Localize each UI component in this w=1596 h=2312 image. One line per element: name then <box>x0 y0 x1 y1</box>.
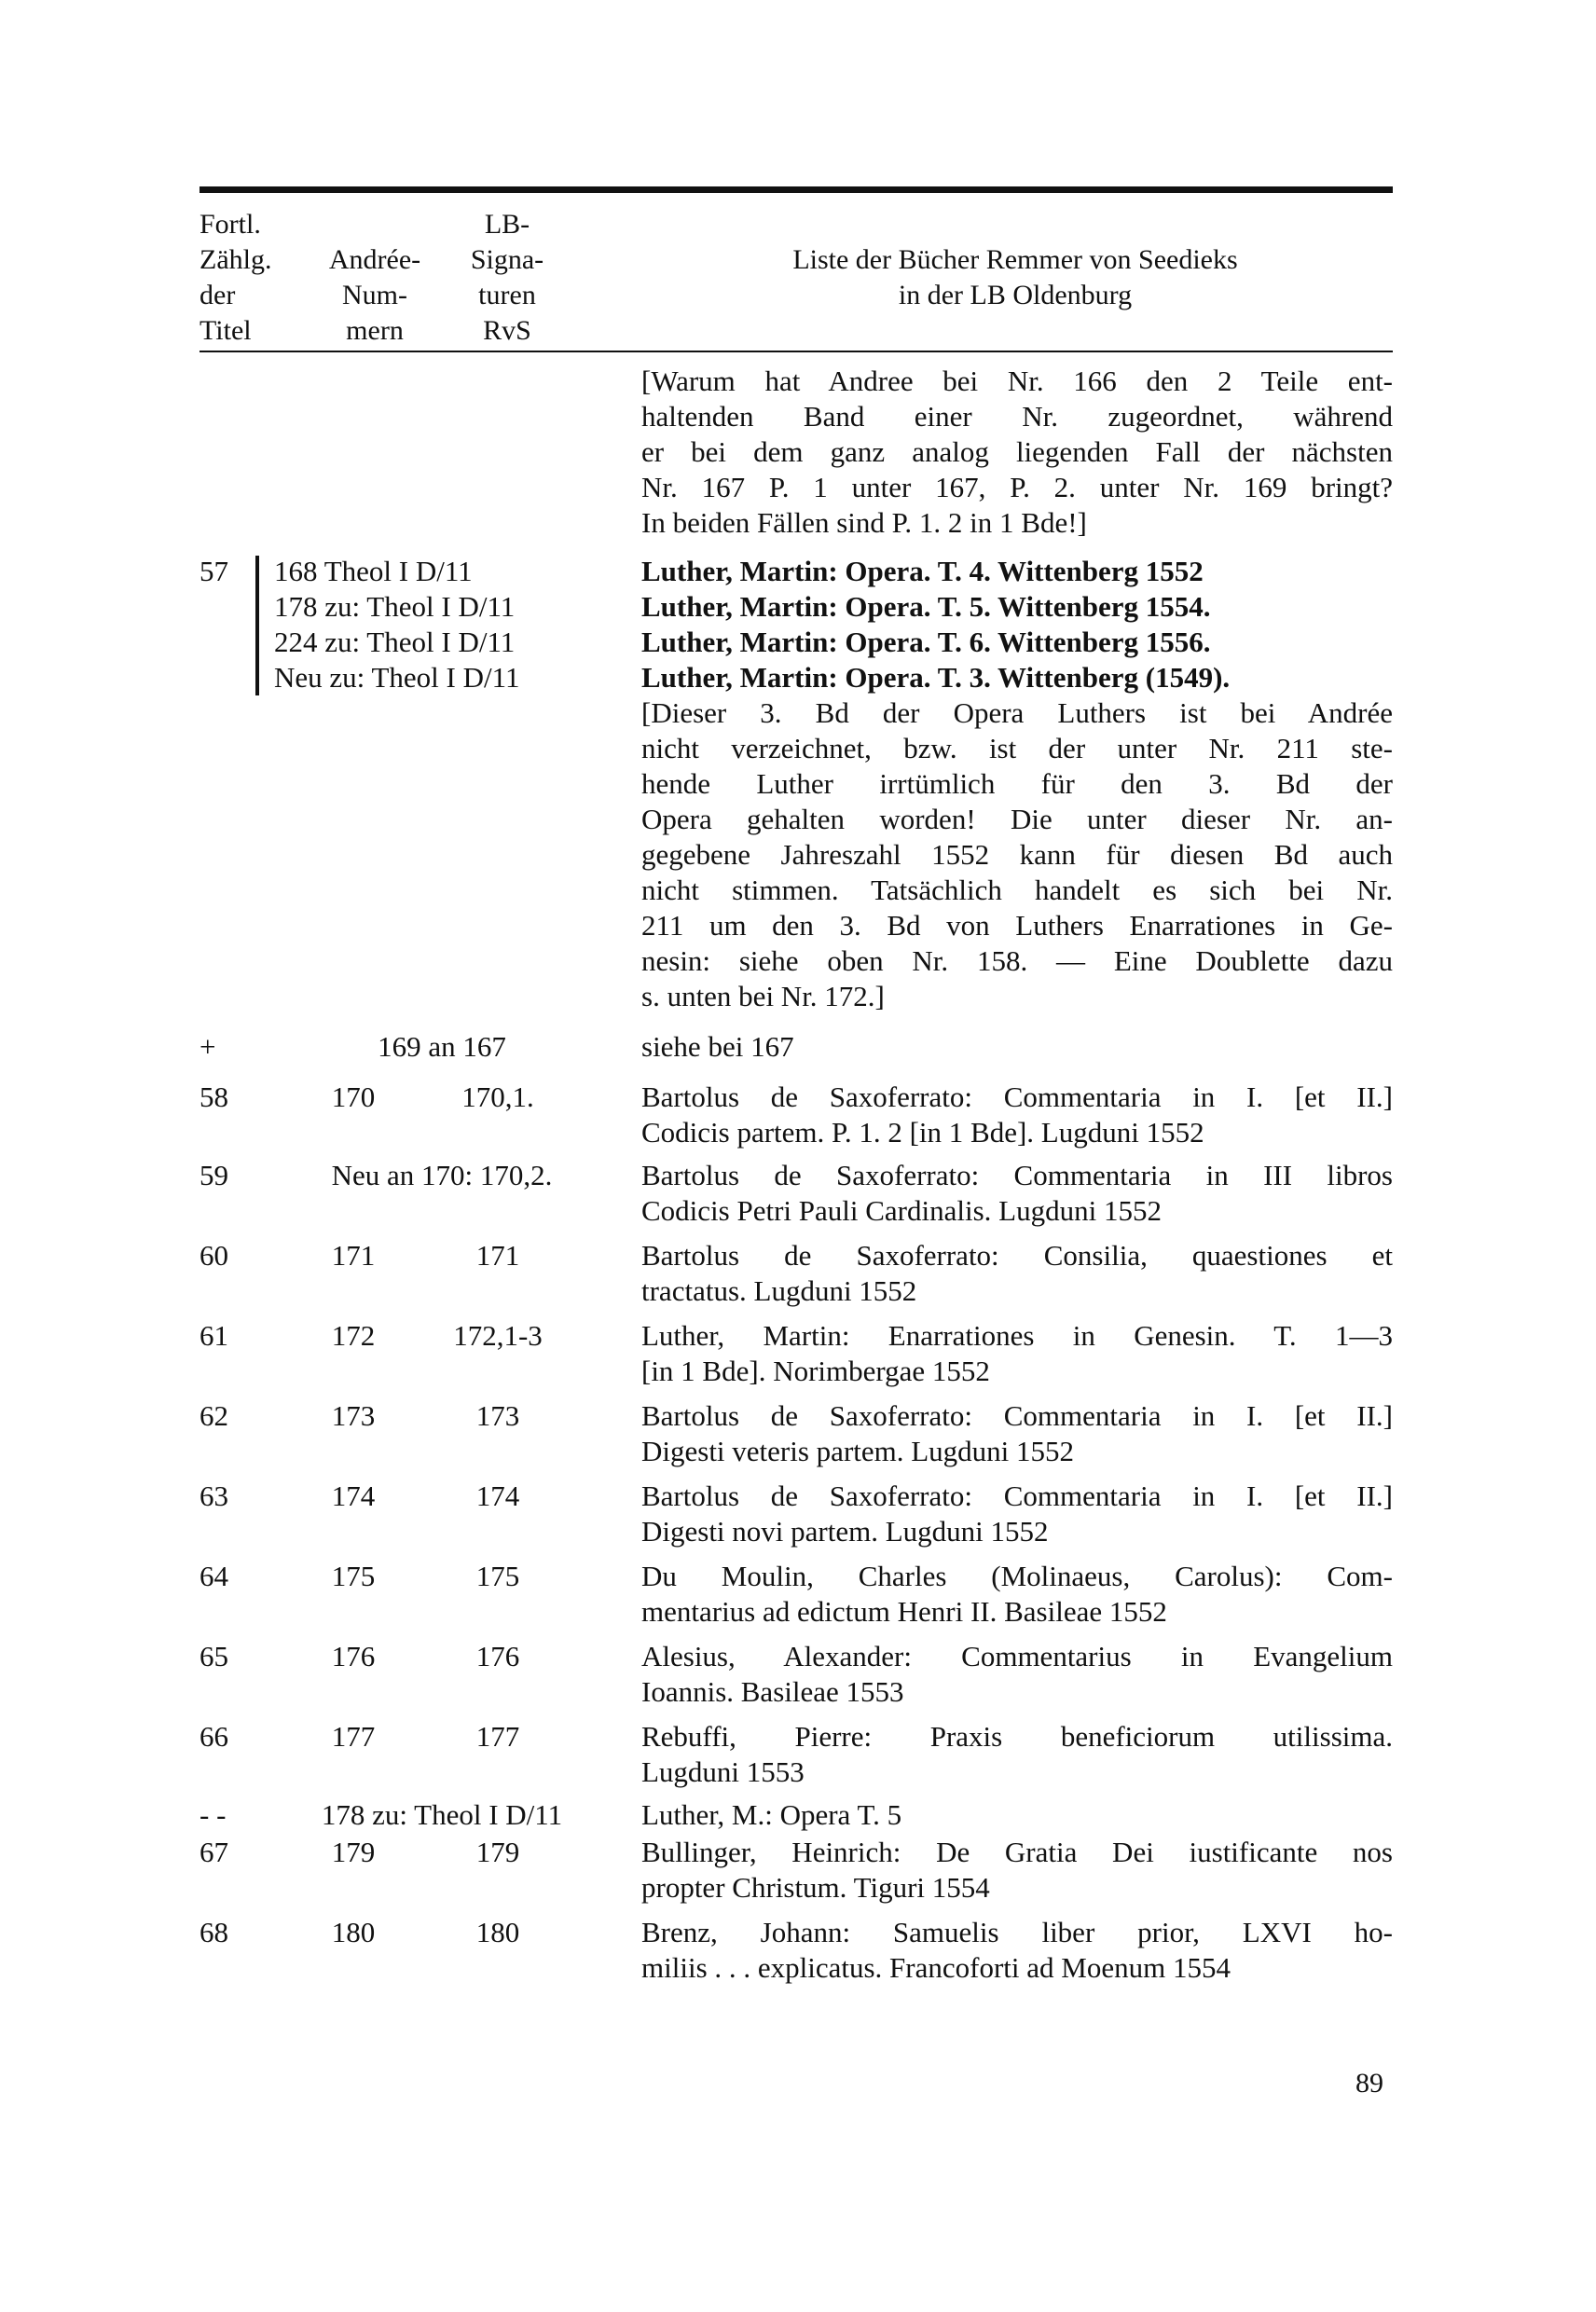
lb-signature: 170,1. <box>461 1080 534 1113</box>
header-text: in der LB Oldenburg <box>898 280 1133 310</box>
lb-signature: 172,1-3 <box>453 1319 543 1352</box>
header-text: Signa- <box>470 244 544 275</box>
bracket-mark <box>255 556 259 695</box>
lb-signature: 171 <box>475 1239 520 1272</box>
top-rule <box>200 186 1393 193</box>
title-line: Bartolus de Saxoferrato: Commentaria in III libros <box>641 1159 1393 1191</box>
signature: 168 Theol I D/11 <box>274 555 473 587</box>
note-line: [Warum hat Andree bei Nr. 166 den 2 Teile ent- <box>641 365 1393 397</box>
note-line: Opera gehalten worden! Die unter dieser Nr. an- <box>641 803 1393 835</box>
lb-signature: 176 <box>475 1640 520 1672</box>
header-text: Andrée- <box>328 244 421 275</box>
title-line: Brenz, Johann: Samuelis liber prior, LXVI ho- <box>641 1916 1393 1948</box>
title-line: propter Christum. Tiguri 1554 <box>641 1871 990 1904</box>
title-line: Luther, Martin: Opera. T. 6. Wittenberg 1556. <box>641 626 1211 658</box>
andree-number: Neu an 170: 170,2. <box>331 1159 553 1191</box>
andree-number: 175 <box>331 1560 376 1592</box>
entry-number: 67 <box>200 1836 228 1868</box>
lb-signature: 174 <box>475 1479 520 1512</box>
intro-note <box>641 364 1393 541</box>
header-text: der <box>200 280 236 310</box>
entry-title <box>641 1835 1393 1906</box>
header-text: Zählg. <box>200 244 272 275</box>
header-col-lb <box>451 207 563 349</box>
header-col-title <box>638 242 1393 313</box>
entry-number: 64 <box>200 1560 228 1592</box>
title-line: Bartolus de Saxoferrato: Commentaria in I. [et II.] <box>641 1399 1393 1432</box>
andree-number: 172 <box>331 1319 376 1352</box>
note-line: nesin: siehe oben Nr. 158. — Eine Doublette dazu <box>641 944 1393 977</box>
header-rule <box>200 351 1393 352</box>
title-line: Alesius, Alexander: Commentarius in Evangelium <box>641 1640 1393 1672</box>
title-line: Luther, Martin: Opera. T. 5. Wittenberg 1554. <box>641 590 1211 623</box>
note-line: nicht stimmen. Tatsächlich handelt es sich bei Nr. <box>641 874 1393 906</box>
andree-number: 174 <box>331 1479 376 1512</box>
title-line: Luther, Martin: Enarrationes in Genesin. T. 1—3 <box>641 1319 1393 1352</box>
header-text: mern <box>346 315 404 346</box>
title-line: mentarius ad edictum Henri II. Basileae 1552 <box>641 1595 1167 1628</box>
entry-title <box>641 1639 1393 1710</box>
header-text: RvS <box>483 315 531 346</box>
entry-number: 59 <box>200 1159 228 1191</box>
lb-signature: 173 <box>475 1399 520 1432</box>
note-line: [Dieser 3. Bd der Opera Luthers ist bei Andrée <box>641 696 1393 729</box>
title-line: Digesti veteris partem. Lugduni 1552 <box>641 1435 1075 1467</box>
title-line: Bartolus de Saxoferrato: Commentaria in I. [et II.] <box>641 1479 1393 1512</box>
lb-signature: 177 <box>475 1720 520 1753</box>
note-line: gegebene Jahreszahl 1552 kann für diesen Bd auch <box>641 838 1393 871</box>
entry-title <box>641 1479 1393 1549</box>
andree-number: 171 <box>331 1239 376 1272</box>
title-line: Luther, Martin: Opera. T. 4. Wittenberg 1552 <box>641 555 1204 587</box>
lb-signature: 175 <box>475 1560 520 1592</box>
entry-title <box>641 1398 1393 1469</box>
title-line: Bartolus de Saxoferrato: Consilia, quaestiones et <box>641 1239 1393 1272</box>
note-line: 211 um den 3. Bd von Luthers Enarrationes in Ge- <box>641 909 1393 942</box>
note-line: Nr. 167 P. 1 unter 167, P. 2. unter Nr. 169 bringt? <box>641 471 1393 503</box>
andree-number: 176 <box>331 1640 376 1672</box>
note-line: er bei dem ganz analog liegenden Fall der nächsten <box>641 435 1393 468</box>
title-line: tractatus. Lugduni 1552 <box>641 1274 917 1307</box>
entry-number: 58 <box>200 1080 228 1113</box>
note-line: haltenden Band einer Nr. zugeordnet, während <box>641 400 1393 433</box>
entry-title <box>641 1559 1393 1630</box>
entry-title <box>641 1719 1393 1790</box>
title-line: Codicis Petri Pauli Cardinalis. Lugduni 1552 <box>641 1194 1162 1227</box>
entry-title <box>641 1080 1393 1150</box>
title-line: [in 1 Bde]. Norimbergae 1552 <box>641 1355 990 1387</box>
title-line: Luther, M.: Opera T. 5 <box>641 1798 902 1831</box>
header-text: LB- <box>484 209 530 240</box>
title-line: Codicis partem. P. 1. 2 [in 1 Bde]. Lugduni 1552 <box>641 1116 1204 1149</box>
entry-title <box>641 1318 1393 1389</box>
entry-title <box>641 1238 1393 1309</box>
entry-number: 66 <box>200 1720 228 1753</box>
andree-number: 170 <box>331 1080 376 1113</box>
entry-number: + <box>200 1030 216 1063</box>
title-line: Luther, Martin: Opera. T. 3. Wittenberg (1549). <box>641 661 1231 694</box>
header-text: Titel <box>200 315 252 346</box>
entry-number: 61 <box>200 1319 228 1352</box>
header-col-andree <box>300 242 449 349</box>
entry-title <box>641 1158 1393 1229</box>
note-line: nicht verzeichnet, bzw. ist der unter Nr. 211 ste- <box>641 732 1393 764</box>
entry-number: 62 <box>200 1399 228 1432</box>
entry-number: - - <box>200 1798 227 1831</box>
andree-number: 177 <box>331 1720 376 1753</box>
entry-titles <box>641 554 1393 1014</box>
entry-number: 65 <box>200 1640 228 1672</box>
lb-signature: 180 <box>475 1916 520 1948</box>
header-text: Fortl. <box>200 209 261 240</box>
entry-title <box>641 1029 1393 1065</box>
header-text: turen <box>478 280 536 310</box>
entry-title <box>641 1797 1393 1833</box>
entry-number: 57 <box>200 555 228 587</box>
entry-number: 60 <box>200 1239 228 1272</box>
header-text: Liste der Bücher Remmer von Seedieks <box>792 244 1238 275</box>
andree-number: 179 <box>331 1836 376 1868</box>
title-line: miliis . . . explicatus. Francoforti ad Moenum 1554 <box>641 1951 1231 1984</box>
title-line: Bullinger, Heinrich: De Gratia Dei iustificante nos <box>641 1836 1393 1868</box>
entry-number: 63 <box>200 1479 228 1512</box>
andree-number: 180 <box>331 1916 376 1948</box>
title-line: Digesti novi partem. Lugduni 1552 <box>641 1515 1049 1548</box>
title-line: Ioannis. Basileae 1553 <box>641 1675 904 1708</box>
title-line: Bartolus de Saxoferrato: Commentaria in I. [et II.] <box>641 1080 1393 1113</box>
title-line: Lugduni 1553 <box>641 1755 805 1788</box>
signature: 224 zu: Theol I D/11 <box>274 626 516 658</box>
andree-number: 178 zu: Theol I D/11 <box>321 1798 563 1831</box>
title-line: Rebuffi, Pierre: Praxis beneficiorum utilissima. <box>641 1720 1393 1753</box>
header-col-fortl <box>200 207 311 349</box>
andree-number: 173 <box>331 1399 376 1432</box>
entry-number: 68 <box>200 1916 228 1948</box>
title-line: siehe bei 167 <box>641 1030 794 1063</box>
lb-signature: 179 <box>475 1836 520 1868</box>
note-line: In beiden Fällen sind P. 1. 2 in 1 Bde!] <box>641 506 1087 539</box>
page-number: 89 <box>1355 2068 1383 2099</box>
header-text: Num- <box>342 280 407 310</box>
title-line: Du Moulin, Charles (Molinaeus, Carolus): Com- <box>641 1560 1393 1592</box>
note-line: hende Luther irrtümlich für den 3. Bd der <box>641 767 1393 800</box>
andree-number: 169 an 167 <box>378 1030 506 1063</box>
entry-title <box>641 1915 1393 1986</box>
signature: 178 zu: Theol I D/11 <box>274 590 516 623</box>
signature: Neu zu: Theol I D/11 <box>274 661 520 694</box>
note-line: s. unten bei Nr. 172.] <box>641 980 885 1012</box>
